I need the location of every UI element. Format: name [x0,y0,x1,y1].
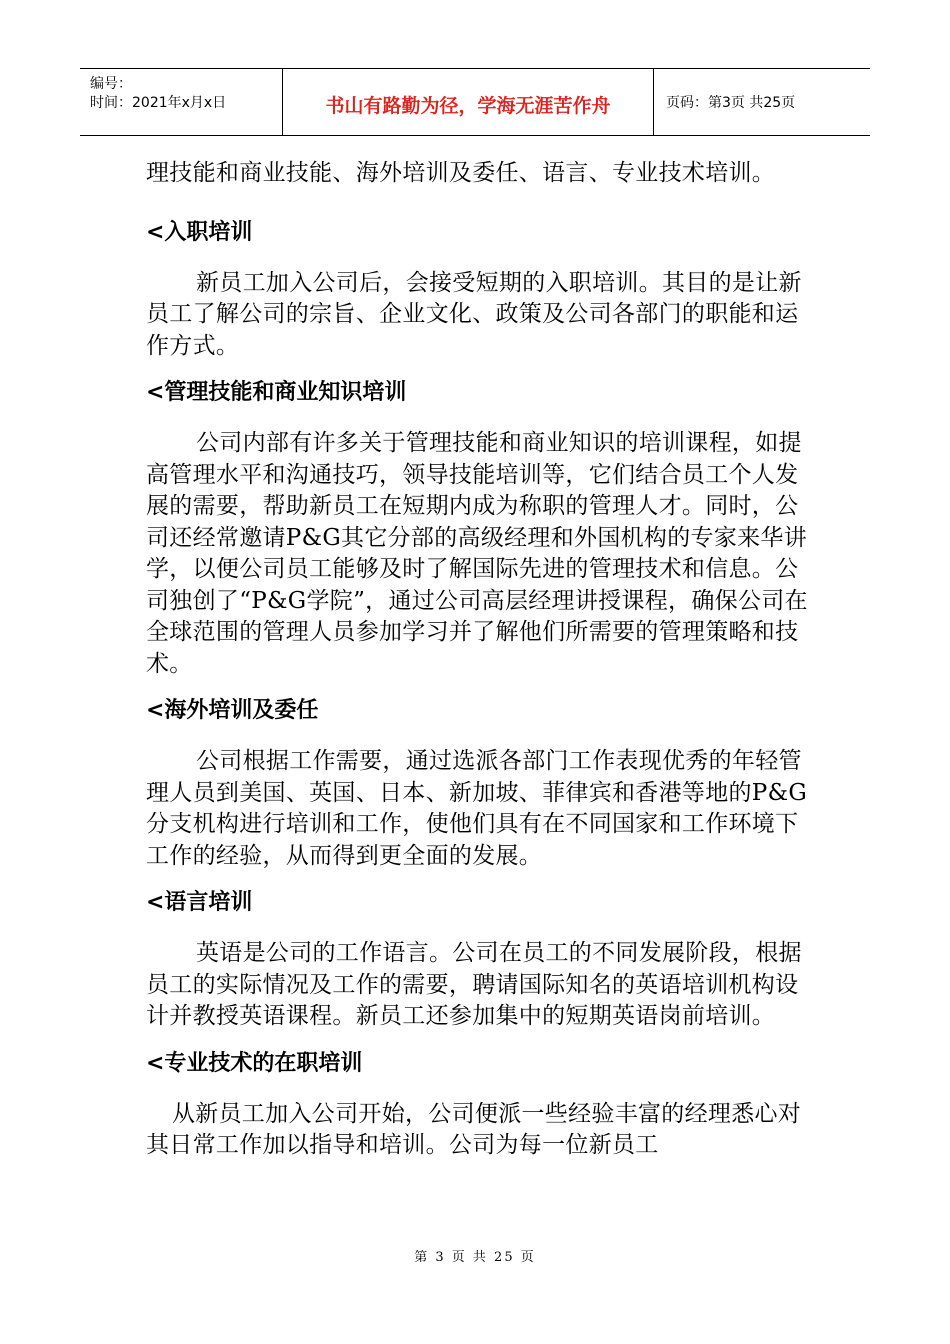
section-paragraph-management: 公司内部有许多关于管理技能和商业知识的培训课程，如提高管理水平和沟通技巧，领导技能培训等，它们结合员工个人发展的需要，帮助新员工在短期内成为称职的管理人才。同时，公司还经常邀请P&G其它分部的高级经理和外国机构的专家来华讲学，以便公司员工能够及时了解国际先进的管理技术和信息。公司独创了“P&G学院”，通过公司高层经理讲授课程，确保公司在全球范围的管理人员参加学习并了解他们所需要的管理策略和技术。 [146,430,808,677]
section-paragraph-overseas: 公司根据工作需要，通过选派各部门工作表现优秀的年轻管理人员到美国、英国、日本、新加坡、菲律宾和香港等地的P&G分支机构进行培训和工作，使他们具有在不同国家和工作环境下工作的经验，从而得到更全面的发展。 [146,748,808,869]
document-date: 时间：2021年x月x日 [90,95,227,111]
intro-continuation: 理技能和商业技能、海外培训及委任、语言、专业技术培训。 [146,160,776,186]
header-page-info: 页码：第3页 共25页 [666,95,796,111]
section-heading-technical: <专业技术的在职培训 [146,1050,363,1076]
section-paragraph-technical: 从新员工加入公司开始，公司便派一些经验丰富的经理悉心对其日常工作加以指导和培训。公司为每一位新员工 [146,1100,802,1158]
section-paragraph-onboarding: 新员工加入公司后，会接受短期的入职培训。其目的是让新员工了解公司的宗旨、企业文化、政策及公司各部门的职能和运作方式。 [146,269,802,359]
section-heading-onboarding: <入职培训 [146,219,253,245]
section-heading-management: <管理技能和商业知识培训 [146,380,407,405]
section-heading-overseas: <海外培训及委任 [146,698,319,723]
document-body [146,158,816,1162]
section-heading-language: <语言培训 [146,890,253,915]
header-meta [80,69,282,135]
page-header [80,68,870,136]
header-motto: 书山有路勤为径，学海无涯苦作舟 [282,69,654,135]
page-footer: 第 3 页 共 25 页 [414,1250,536,1265]
section-paragraph-language: 英语是公司的工作语言。公司在员工的不同发展阶段，根据员工的实际情况及工作的需要，聘请国际知名的英语培训机构设计并教授英语课程。新员工还参加集中的短期英语岗前培训。 [146,940,802,1029]
document-number-label: 编号： [90,76,132,92]
